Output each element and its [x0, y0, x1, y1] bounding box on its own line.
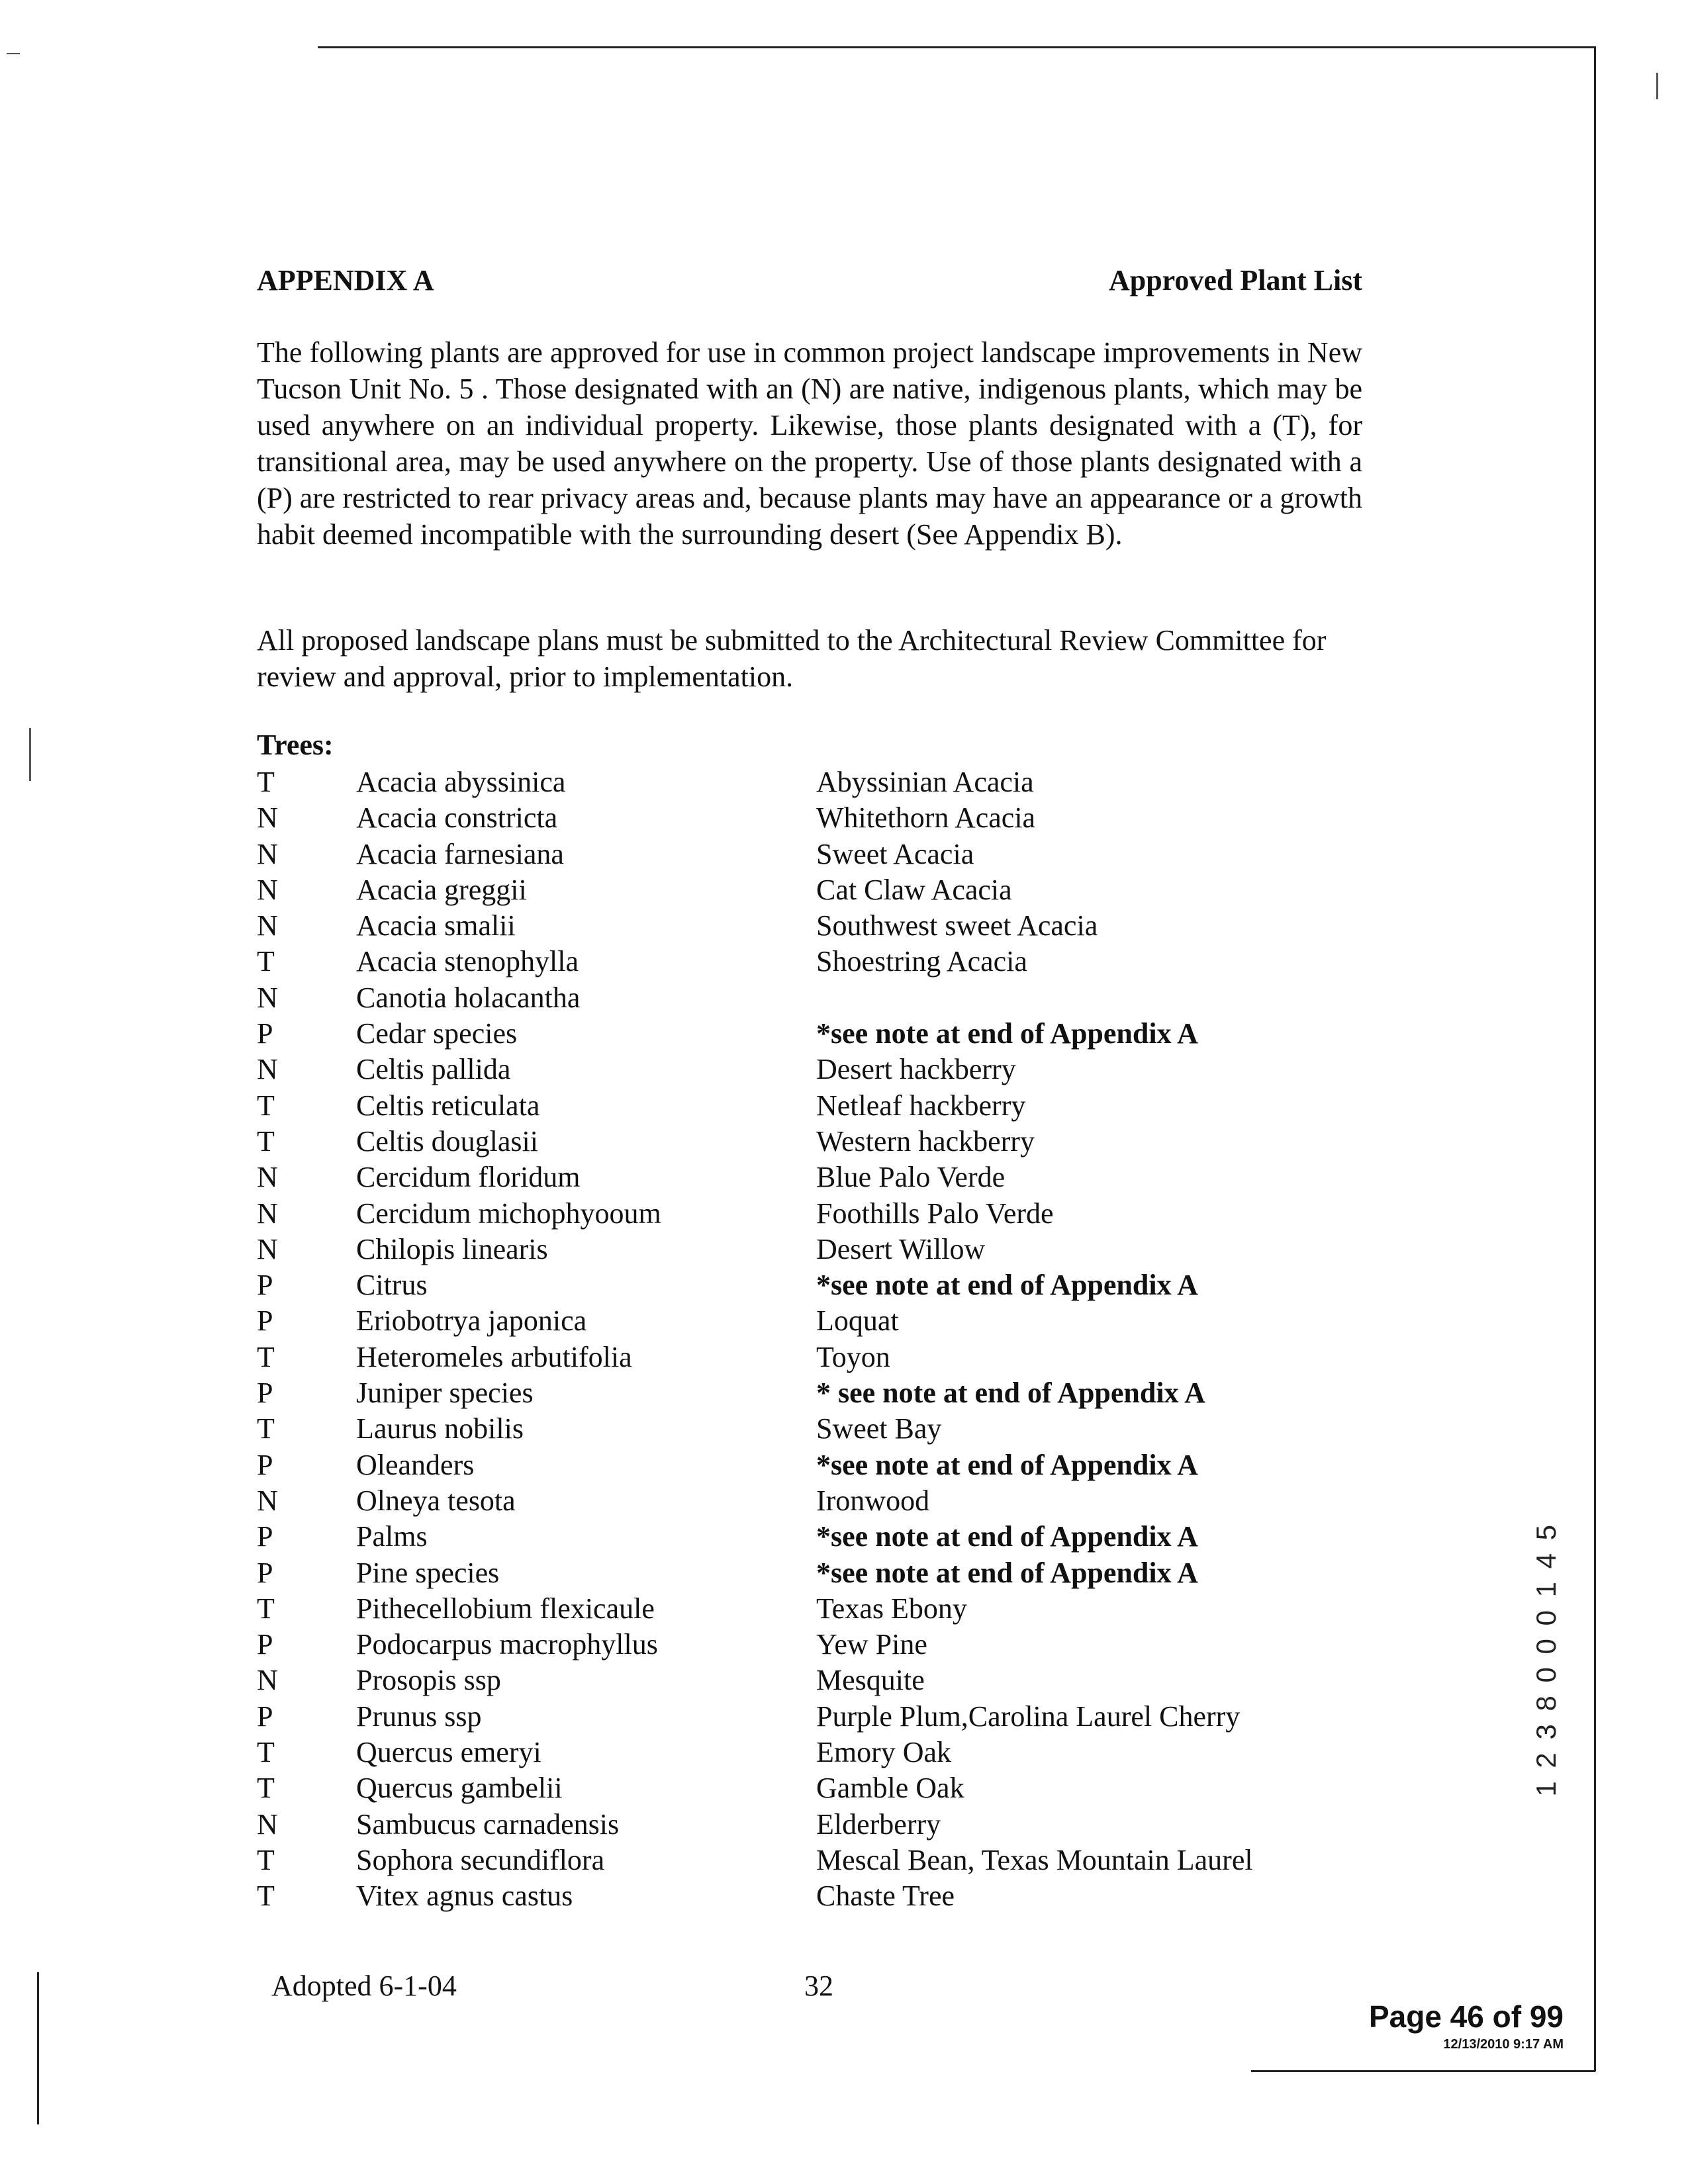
plant-code: N: [257, 801, 278, 835]
plant-code: P: [257, 1304, 273, 1338]
plant-scientific-name: Vitex agnus castus: [356, 1880, 573, 1913]
plant-scientific-name: Laurus nobilis: [356, 1412, 524, 1445]
plant-common-name: Desert hackberry: [816, 1053, 1016, 1086]
plant-common-name: *see note at end of Appendix A: [816, 1556, 1198, 1589]
plant-common-name: Ironwood: [816, 1484, 930, 1517]
plant-row: [257, 1375, 1382, 1411]
plant-row: [257, 837, 1382, 872]
intro-paragraph: The following plants are approved for use in common project landscape improvements in New Tucson Unit No. 5 . Those designated with an (N) are native, indigenous plants, which may be used anywhere on an individual property. Likewise, those plants designated with a (T), for transitional area, may be used anywhere on the property. Use of those plants designated with a (P) are restricted to rear privacy areas and, because plants may have an appearance or a growth habit deemed incompatible with the surrounding desert (See Appendix B).: [257, 336, 1362, 551]
plant-common-name: Western hackberry: [816, 1124, 1035, 1158]
plant-row: [257, 1591, 1382, 1627]
plant-common-name: Mescal Bean, Texas Mountain Laurel: [816, 1843, 1253, 1876]
plant-row: [257, 1878, 1382, 1914]
right-border-line: [1594, 46, 1596, 2071]
plant-scientific-name: Pithecellobium flexicaule: [356, 1592, 655, 1625]
plant-code: N: [257, 981, 278, 1014]
plant-code: N: [257, 1807, 278, 1841]
plant-code: N: [257, 909, 278, 942]
plant-code: N: [257, 837, 278, 870]
plant-code: N: [257, 1664, 278, 1697]
plant-common-name: *see note at end of Appendix A: [816, 1448, 1198, 1481]
plant-common-name: Sweet Acacia: [816, 837, 974, 870]
plant-code: P: [257, 1700, 273, 1733]
plant-scientific-name: Cercidum michophyooum: [356, 1197, 661, 1230]
plant-common-name: * see note at end of Appendix A: [816, 1377, 1205, 1410]
plant-scientific-name: Acacia farnesiana: [356, 837, 564, 870]
plant-row: [257, 1555, 1382, 1591]
plant-code: T: [257, 1880, 275, 1913]
section-title: Trees:: [257, 729, 334, 761]
plant-scientific-name: Cercidum floridum: [356, 1161, 581, 1194]
plant-row: [257, 1662, 1382, 1698]
plant-code: T: [257, 1592, 275, 1625]
plant-common-name: *see note at end of Appendix A: [816, 1017, 1198, 1050]
plant-common-name: Texas Ebony: [816, 1592, 967, 1625]
plant-row: [257, 1232, 1382, 1267]
top-border-line: [318, 46, 1595, 48]
scan-mark: [7, 53, 20, 54]
plant-row: [257, 1016, 1382, 1052]
plant-common-name: Foothills Palo Verde: [816, 1197, 1054, 1230]
plant-scientific-name: Quercus emeryi: [356, 1736, 541, 1769]
page-number: 32: [804, 1970, 833, 2002]
left-border-line: [37, 1972, 39, 2124]
plant-common-name: Desert Willow: [816, 1232, 986, 1265]
plant-scientific-name: Citrus: [356, 1269, 428, 1302]
plant-code: N: [257, 1484, 278, 1517]
plant-scientific-name: Heteromeles arbutifolia: [356, 1340, 632, 1373]
plant-row: [257, 1627, 1382, 1662]
plant-scientific-name: Olneya tesota: [356, 1484, 516, 1517]
plant-code: T: [257, 1340, 275, 1373]
plant-scientific-name: Acacia smalii: [356, 909, 516, 942]
plant-code: T: [257, 1089, 275, 1122]
plant-code: T: [257, 1736, 275, 1769]
plant-row: [257, 1088, 1382, 1124]
plant-code: T: [257, 1843, 275, 1876]
scan-mark: [29, 728, 31, 781]
plant-code: N: [257, 873, 278, 906]
bottom-border-line: [1251, 2070, 1595, 2072]
plant-scientific-name: Cedar species: [356, 1017, 518, 1050]
plant-common-name: Abyssinian Acacia: [816, 766, 1034, 798]
plant-row: [257, 1519, 1382, 1555]
plant-common-name: Chaste Tree: [816, 1880, 955, 1913]
plant-row: [257, 944, 1382, 979]
plant-common-name: *see note at end of Appendix A: [816, 1269, 1198, 1302]
plant-scientific-name: Prunus ssp: [356, 1700, 482, 1733]
plant-common-name: Blue Palo Verde: [816, 1161, 1006, 1194]
plant-row: [257, 1699, 1382, 1735]
plant-common-name: Elderberry: [816, 1807, 941, 1841]
plant-scientific-name: Celtis douglasii: [356, 1124, 538, 1158]
plant-code: P: [257, 1269, 273, 1302]
plant-row: [257, 908, 1382, 944]
plant-row: [257, 1160, 1382, 1195]
plant-code: T: [257, 1124, 275, 1158]
plant-code: N: [257, 1161, 278, 1194]
plant-row: [257, 764, 1382, 800]
plant-code: P: [257, 1017, 273, 1050]
plant-scientific-name: Sophora secundiflora: [356, 1843, 605, 1876]
scan-mark: [1656, 73, 1658, 99]
plant-row: [257, 1124, 1382, 1160]
plant-code: N: [257, 1197, 278, 1230]
plant-common-name: Loquat: [816, 1304, 899, 1338]
plant-common-name: Emory Oak: [816, 1736, 952, 1769]
plant-common-name: *see note at end of Appendix A: [816, 1520, 1198, 1553]
plant-scientific-name: Acacia abyssinica: [356, 766, 566, 798]
plant-scientific-name: Acacia constricta: [356, 801, 558, 835]
plant-code: T: [257, 1412, 275, 1445]
plant-common-name: Mesquite: [816, 1664, 925, 1697]
plant-code: N: [257, 1053, 278, 1086]
plant-row: [257, 1483, 1382, 1519]
plant-row: [257, 1052, 1382, 1087]
plant-row: [257, 1735, 1382, 1770]
plant-row: [257, 872, 1382, 908]
plant-scientific-name: Prosopis ssp: [356, 1664, 501, 1697]
plant-row: [257, 1196, 1382, 1232]
plant-scientific-name: Palms: [356, 1520, 428, 1553]
plant-scientific-name: Eriobotrya japonica: [356, 1304, 587, 1338]
stamp-page: Page 46 of 99: [1368, 1999, 1564, 2034]
plant-common-name: Yew Pine: [816, 1628, 927, 1661]
side-document-code: 1 2 3 8 0 0 0 1 4 5: [1530, 1522, 1562, 1797]
plant-scientific-name: Pine species: [356, 1556, 500, 1589]
plant-scientific-name: Podocarpus macrophyllus: [356, 1628, 658, 1661]
plant-code: P: [257, 1377, 273, 1410]
stamp-datetime: 12/13/2010 9:17 AM: [1443, 2037, 1564, 2052]
plant-row: [257, 980, 1382, 1016]
plant-row: [257, 1411, 1382, 1447]
plant-common-name: Toyon: [816, 1340, 890, 1373]
plant-code: T: [257, 1772, 275, 1805]
appendix-title: APPENDIX A: [257, 264, 434, 296]
plant-code: P: [257, 1448, 273, 1481]
plant-scientific-name: Sambucus carnadensis: [356, 1807, 620, 1841]
plant-scientific-name: Celtis reticulata: [356, 1089, 540, 1122]
plant-row: [257, 1447, 1382, 1483]
plant-scientific-name: Juniper species: [356, 1377, 534, 1410]
plant-scientific-name: Acacia stenophylla: [356, 945, 579, 978]
plant-code: P: [257, 1520, 273, 1553]
plant-row: [257, 1267, 1382, 1303]
plant-row: [257, 800, 1382, 836]
plant-common-name: Southwest sweet Acacia: [816, 909, 1098, 942]
plant-scientific-name: Canotia holacantha: [356, 981, 581, 1014]
plant-row: [257, 1770, 1382, 1806]
plant-common-name: Shoestring Acacia: [816, 945, 1027, 978]
plant-common-name: Sweet Bay: [816, 1412, 942, 1445]
plant-list-title: Approved Plant List: [1108, 264, 1362, 296]
plant-common-name: Whitethorn Acacia: [816, 801, 1036, 835]
plant-common-name: Netleaf hackberry: [816, 1089, 1026, 1122]
plant-common-name: Gamble Oak: [816, 1772, 964, 1805]
plant-code: T: [257, 945, 275, 978]
plant-code: P: [257, 1628, 273, 1661]
submission-paragraph: All proposed landscape plans must be submitted to the Architectural Review Committee for review and approval, prior to implementation.: [257, 624, 1327, 693]
plant-scientific-name: Acacia greggii: [356, 873, 527, 906]
plant-row: [257, 1340, 1382, 1375]
plant-common-name: Cat Claw Acacia: [816, 873, 1012, 906]
plant-scientific-name: Quercus gambelii: [356, 1772, 563, 1805]
plant-scientific-name: Celtis pallida: [356, 1053, 511, 1086]
plant-code: P: [257, 1556, 273, 1589]
plant-row: [257, 1843, 1382, 1878]
plant-scientific-name: Chilopis linearis: [356, 1232, 548, 1265]
plant-scientific-name: Oleanders: [356, 1448, 475, 1481]
plant-list: [257, 764, 1382, 1915]
plant-code: T: [257, 766, 275, 798]
plant-code: N: [257, 1232, 278, 1265]
plant-row: [257, 1303, 1382, 1339]
plant-row: [257, 1807, 1382, 1843]
adopted-date: Adopted 6-1-04: [271, 1970, 457, 2002]
page-stamp: [1369, 1999, 1564, 2052]
plant-common-name: Purple Plum,Carolina Laurel Cherry: [816, 1700, 1241, 1733]
